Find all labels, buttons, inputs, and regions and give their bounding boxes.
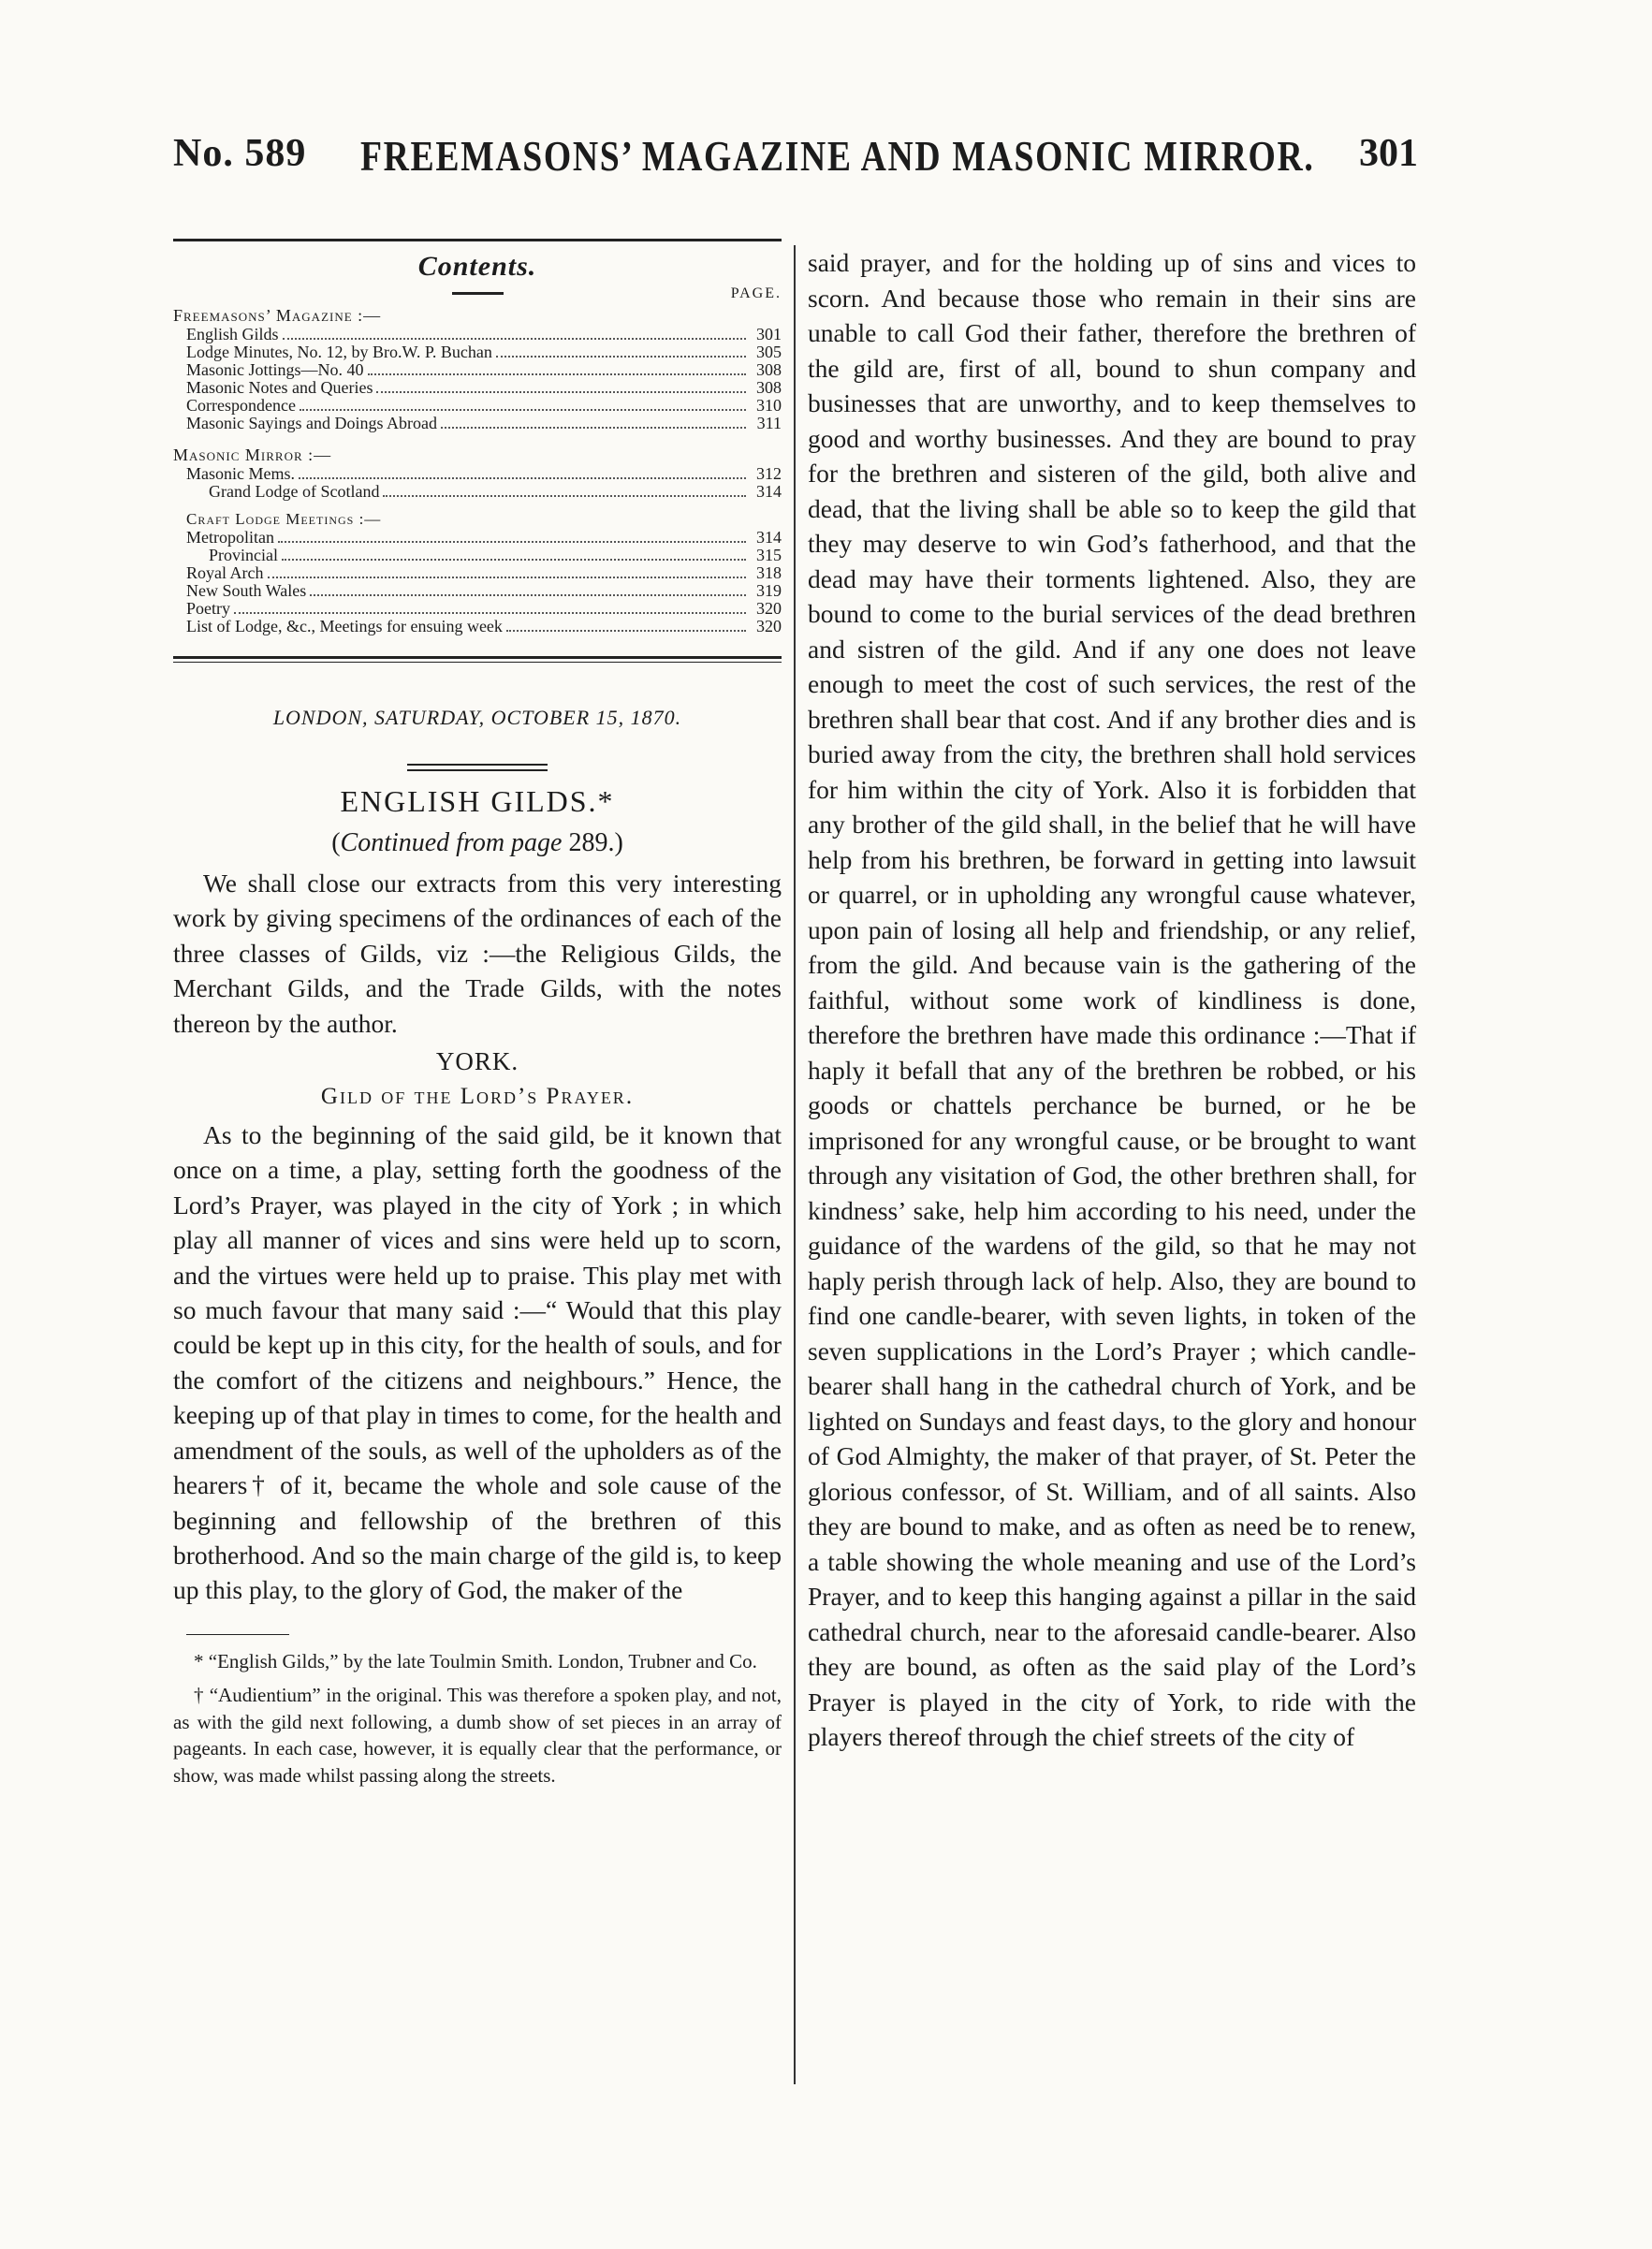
toc-entry[interactable]: New South Wales 319 [186,581,782,600]
toc-entry[interactable]: List of Lodge, &c., Meetings for ensuing week 320 [186,617,782,635]
toc-entry[interactable]: Masonic Mems. 312 [186,464,782,483]
contents-list-craft [173,529,782,635]
contents-bottom-rule-thin [173,662,782,663]
article-body-right [808,245,1416,1755]
page-header [173,131,1418,187]
title-double-rule [407,764,548,771]
toc-entry[interactable]: Lodge Minutes, No. 12, by Bro.W. P. Buchan 305 [186,343,782,361]
gild-heading: Gild of the Lord’s Prayer. [320,1084,635,1110]
contents-section-mirror: Masonic Mirror :— [173,445,332,464]
issue-number: No. 589 [173,132,307,175]
footnotes [173,1648,782,1789]
body-paragraph-continued: said prayer, and for the holding up of sins and vices to scorn. And because those who remain in their sins are unable to call God their father, therefore the brethren of the gild are, first of all, bound to shun company and businesses that are unworthy, and to keep themselves to good and worthy businesses. And they are bound to pray for the brethren and sisteren of the gild, both alive and dead, that the living shall be able so to keep the gild that they may deserve to win God’s fatherhood, and that the dead may have their torments lightened. Also, they are bound to come to the burial services of the dead brethren and sistren of the gild. And if any one does not leave enough to meet the cost of such services, the rest of the brethren shall bear that cost. And if any brother dies and is buried away from the city, the brethren shall hold services for him within the city of York. Also it is forbidden that any brother of the gild shall, in the belief that he will have help from his brethren, be forward in getting into lawsuit or quarrel, or in upholding any wrongful cause whatever, upon pain of losing all help and friendship, or any relief, from the gild. And because vain is the gathering of the faithful, without some work of kindliness is done, therefore the brethren have made this ordinance :—That if haply it befall that any of the brethren be robbed, or his goods or chattels perchance be burned, or he be imprisoned for any wrongful cause, or be brought to want through any visitation of God, the other brethren shall, for kindness’ sake, help him according to his need, under the guidance of the wardens of the gild, so that he may not haply perish through lack of help. Also, they are bound to find one candle-bearer, with seven lights, in token of the seven supplications in the Lord’s Prayer ; which candle-bearer shall hang in the cathedral church of York, and be lighted on Sundays and feast days, to the glory and honour of God Almighty, the maker of that prayer, of St. Peter the glorious confessor, of St. William, and of all saints. Also they are bound to make, and as often as need be to renew, a table showing the whole meaning and use of the Lord’s Prayer, and to keep this hanging against a pillar in the said cathedral church, near to the aforesaid candle-bearer. Also they are bound, as often as the said play of the Lord’s Prayer is played in the city of York, to ride with the players thereof through the chief streets of the city of [808,248,1416,1751]
toc-entry[interactable]: Poetry 320 [186,599,782,618]
article-intro [173,866,782,1041]
contents-bottom-rule [173,656,782,659]
left-column [173,239,782,1796]
contents-top-rule [173,239,782,241]
contents-title: Contents. [417,251,537,282]
article-body-left [173,1117,782,1608]
publication-title: FREEMASONS’ MAGAZINE AND MASONIC MIRROR. [360,132,1315,180]
page-number: 301 [1359,132,1418,175]
intro-paragraph: We shall close our extracts from this very interesting work by giving specimens of the ordinances of each of the three classes of Gilds, viz :—the Religious Gilds, the Merchant Gilds, and the Trade Gilds, with the notes thereon by the author. [173,869,782,1038]
footnote-1: * “English Gilds,” by the late Toulmin Smith. London, Trubner and Co. [194,1649,757,1672]
right-column [808,245,1416,1755]
footnote-rule [186,1634,289,1635]
contents-page-heading: PAGE. [730,285,782,301]
toc-entry[interactable]: English Gilds 301 [186,325,782,343]
dateline: LONDON, SATURDAY, OCTOBER 15, 1870. [272,706,682,729]
toc-entry[interactable]: Masonic Sayings and Doings Abroad 311 [186,414,782,432]
footnote-2: † “Audientium” in the original. This was therefore a spoken play, and not, as with the gild next following, a dumb show of set pieces in an array of pageants. In each case, however, it is equally clear that the performance, or show, was made whilst passing along the streets. [173,1684,782,1787]
body-paragraph: As to the beginning of the said gild, be it known that once on a time, a play, setting forth the goodness of the Lord’s Prayer, was played in the city of York ; in which play all manner of vices and sins were held up to scorn, and the virtues were held up to praise. This play met with so much favour that many said :—“ Would that this play could be kept up in this city, for the health of souls, and for the comfort of the citizens and neighbours.” Hence, the keeping up of that play in times to come, for the health and amendment of the souls, as well of the upholders as of the hearers† of it, became the whole and sole cause of the beginning and fellowship of the brethren of this brotherhood. And so the main charge of the gild is, to keep up this play, to the glory of God, the maker of the [173,1120,782,1605]
toc-entry[interactable]: Provincial 315 [209,546,782,564]
toc-entry[interactable]: Masonic Notes and Queries 308 [186,378,782,397]
place-heading: YORK. [435,1047,519,1076]
toc-entry[interactable]: Royal Arch 318 [186,563,782,582]
contents-section-craft: Craft Lodge Meetings :— [186,510,382,528]
article-title: ENGLISH GILDS.* [340,784,615,818]
continued-note: (Continued from page 289.) [331,828,623,857]
contents-list-magazine [173,326,782,432]
toc-entry[interactable]: Grand Lodge of Scotland 314 [209,482,782,501]
toc-entry[interactable]: Masonic Jottings—No. 40 308 [186,360,782,379]
contents-list-mirror [173,465,782,501]
toc-entry[interactable]: Metropolitan 314 [186,528,782,547]
toc-entry[interactable]: Correspondence 310 [186,396,782,415]
contents-section-magazine: Freemasons’ Magazine :— [173,306,382,325]
column-divider [794,245,796,2084]
